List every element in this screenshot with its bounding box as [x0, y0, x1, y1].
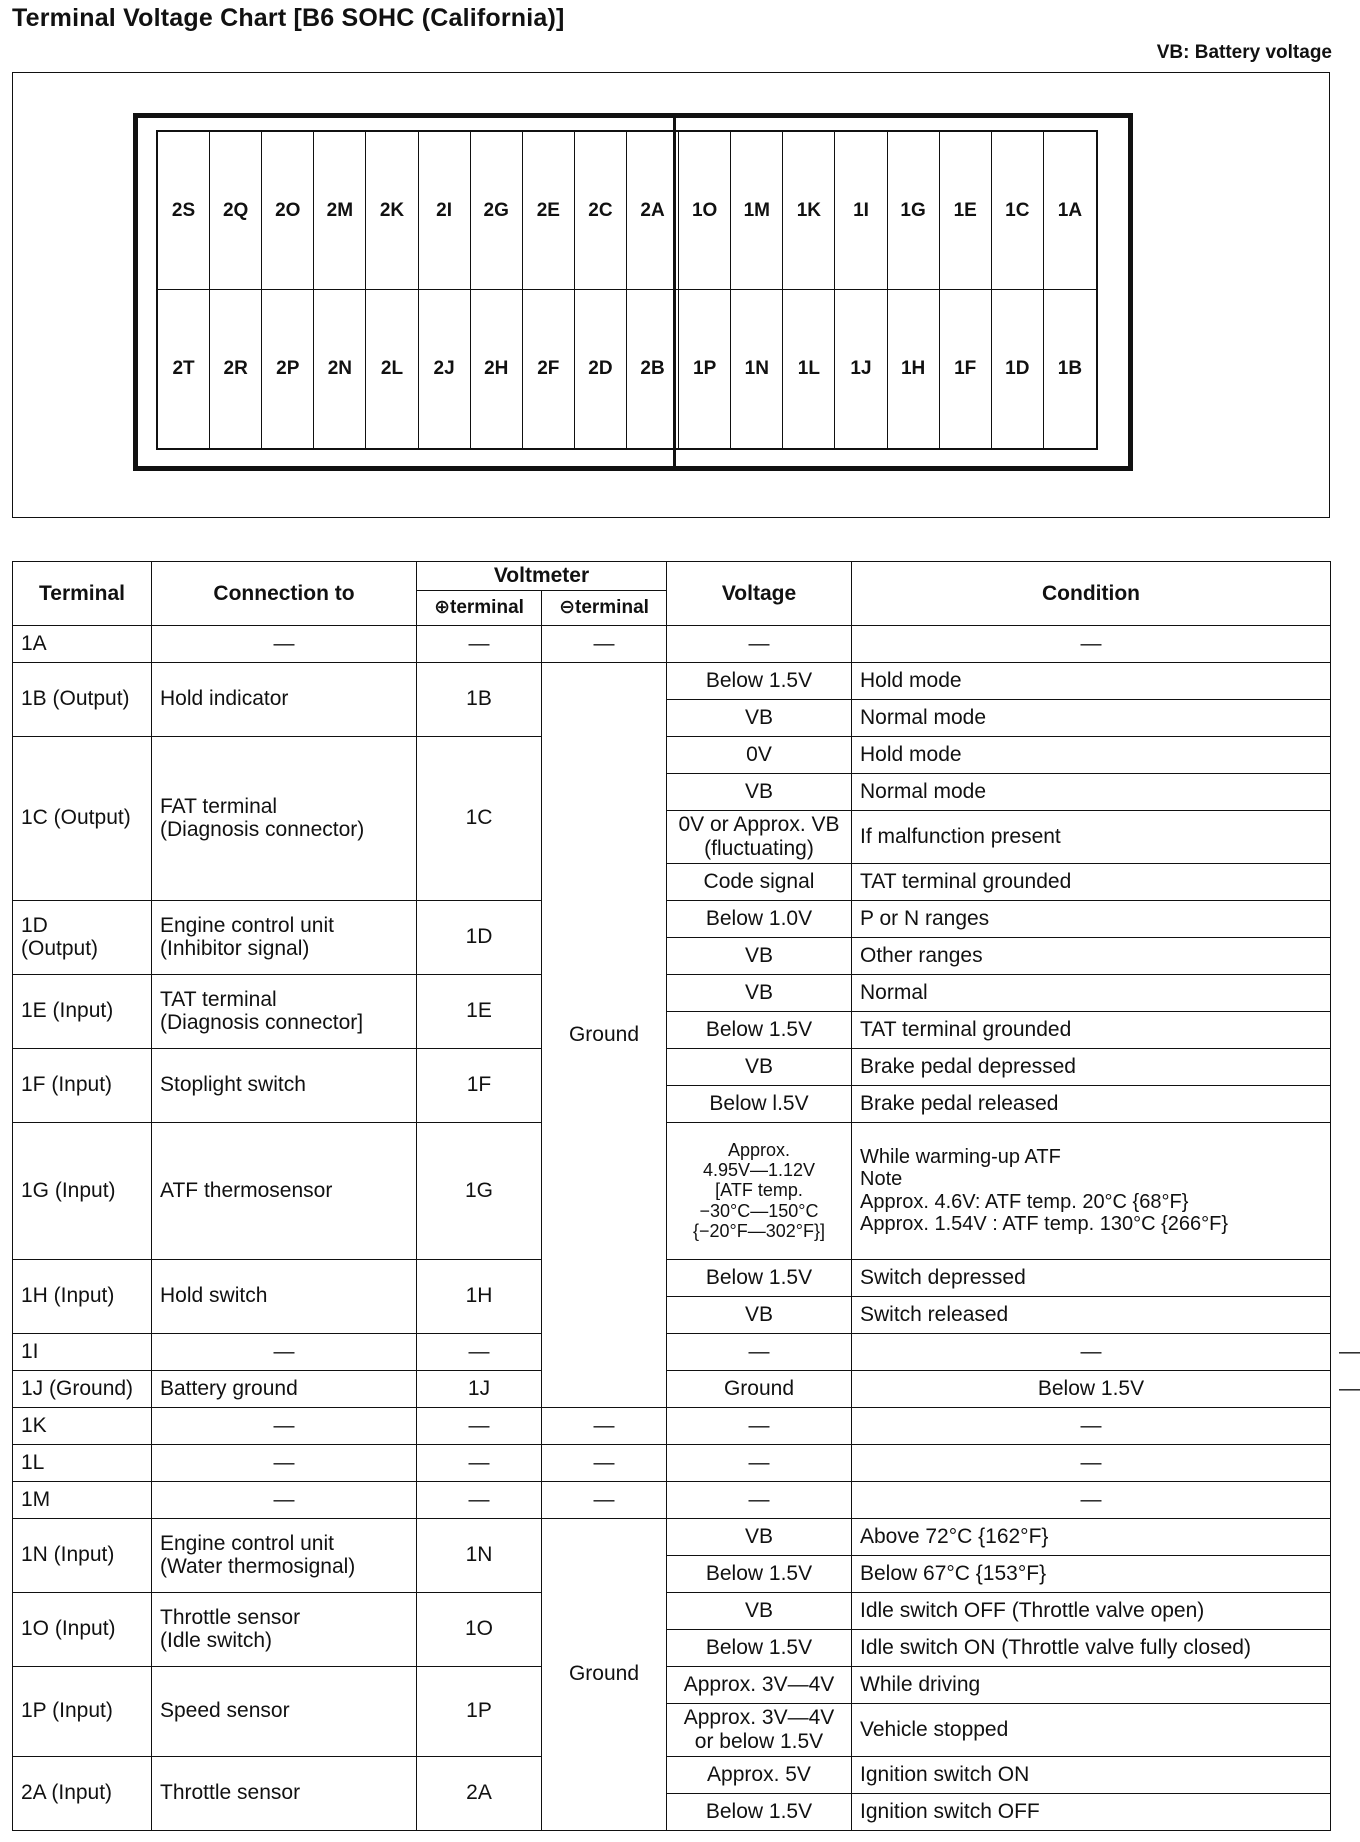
- pos-terminal-cell: 1N: [417, 1518, 542, 1592]
- connector-pin: 2S: [158, 132, 210, 290]
- connection-cell: Battery ground: [152, 1370, 417, 1407]
- connector-pin: 2N: [314, 290, 366, 448]
- connector-pin: 2L: [366, 290, 418, 448]
- connection-cell: Stoplight switch: [152, 1048, 417, 1122]
- terminal-cell: 1E (Input): [13, 974, 152, 1048]
- condition-cell: Other ranges: [852, 937, 1331, 974]
- condition-cell: Switch released: [852, 1296, 1331, 1333]
- neg-terminal-ground-cell: Ground: [542, 662, 667, 1407]
- connector-pin: 2O: [262, 132, 314, 290]
- condition-cell: —: [852, 1444, 1331, 1481]
- connector-pin: 2D: [575, 290, 627, 448]
- terminal-cell: 1M: [13, 1481, 152, 1518]
- connector-pin: 1J: [835, 290, 887, 448]
- connection-cell: —: [152, 1333, 417, 1370]
- connector-pin: 2F: [523, 290, 575, 448]
- condition-cell: Idle switch ON (Throttle valve fully closed): [852, 1629, 1331, 1666]
- neg-terminal-cell: —: [667, 1333, 852, 1370]
- pos-terminal-cell: —: [417, 1481, 542, 1518]
- pos-terminal-cell: —: [417, 1444, 542, 1481]
- pos-terminal-cell: 1H: [417, 1259, 542, 1333]
- table-row: [13, 1518, 1331, 1555]
- connector-pin: 1N: [731, 290, 783, 448]
- voltage-cell: Approx. 4.95V—1.12V [ATF temp. −30°C—150°C {−20°F—302°F}]: [667, 1122, 852, 1259]
- connection-cell: Hold indicator: [152, 662, 417, 736]
- condition-cell: P or N ranges: [852, 900, 1331, 937]
- voltage-cell: VB: [667, 1296, 852, 1333]
- neg-terminal-ground-cell: Ground: [542, 1518, 667, 1830]
- terminal-cell: 1A: [13, 625, 152, 662]
- condition-cell: Ignition switch ON: [852, 1756, 1331, 1793]
- condition-cell: Normal mode: [852, 699, 1331, 736]
- connection-cell: Throttle sensor: [152, 1756, 417, 1830]
- connector-pin: 1G: [888, 132, 940, 290]
- connector-pin: 2E: [523, 132, 575, 290]
- pos-terminal-cell: 1C: [417, 736, 542, 900]
- voltage-cell: Approx. 5V: [667, 1756, 852, 1793]
- table-row: [13, 1444, 1331, 1481]
- connector-pin: 2H: [471, 290, 523, 448]
- terminal-cell: 1F (Input): [13, 1048, 152, 1122]
- voltage-cell: Code signal: [667, 863, 852, 900]
- table-row: [13, 900, 1331, 937]
- neg-terminal-cell: —: [542, 1407, 667, 1444]
- condition-cell: Brake pedal depressed: [852, 1048, 1331, 1085]
- pos-terminal-cell: —: [417, 625, 542, 662]
- voltage-cell: Below 1.5V: [667, 662, 852, 699]
- header-connection: Connection to: [152, 562, 417, 626]
- connector-pin: 2P: [262, 290, 314, 448]
- table-row: [13, 974, 1331, 1011]
- voltage-cell: 0V or Approx. VB (fluctuating): [667, 810, 852, 863]
- battery-voltage-legend: VB: Battery voltage: [1156, 42, 1332, 63]
- connector-pin: 1D: [992, 290, 1044, 448]
- condition-cell: —: [852, 1481, 1331, 1518]
- voltage-cell: VB: [667, 974, 852, 1011]
- connection-cell: TAT terminal (Diagnosis connector]: [152, 974, 417, 1048]
- condition-cell: Vehicle stopped: [852, 1703, 1331, 1756]
- condition-cell: Above 72°C {162°F}: [852, 1518, 1331, 1555]
- connection-cell: Throttle sensor (Idle switch): [152, 1592, 417, 1666]
- connection-cell: Hold switch: [152, 1259, 417, 1333]
- connector-pin: 1I: [835, 132, 887, 290]
- connector-pin: 2Q: [210, 132, 262, 290]
- condition-cell: Normal mode: [852, 773, 1331, 810]
- condition-cell: Ignition switch OFF: [852, 1793, 1331, 1830]
- voltage-cell: VB: [667, 773, 852, 810]
- pos-terminal-cell: 1B: [417, 662, 542, 736]
- header-voltmeter: Voltmeter: [417, 562, 667, 591]
- terminal-cell: 1N (Input): [13, 1518, 152, 1592]
- connection-cell: ATF thermosensor: [152, 1122, 417, 1259]
- connector-pin: 2G: [471, 132, 523, 290]
- connector-diagram: [12, 72, 1330, 518]
- connector-pin: 2B: [627, 290, 679, 448]
- connector-pin: 2C: [575, 132, 627, 290]
- condition-cell: TAT terminal grounded: [852, 1011, 1331, 1048]
- connector-pin: 1F: [940, 290, 992, 448]
- connection-cell: Engine control unit (Water thermosignal): [152, 1518, 417, 1592]
- connector-pin: 1O: [679, 132, 731, 290]
- table-row: [13, 1048, 1331, 1085]
- pos-terminal-cell: —: [417, 1333, 542, 1370]
- connector-pin: 1E: [940, 132, 992, 290]
- voltage-cell: Below 1.5V: [667, 1793, 852, 1830]
- terminal-cell: 1L: [13, 1444, 152, 1481]
- voltage-cell: VB: [667, 1592, 852, 1629]
- terminal-voltage-table: [12, 561, 1360, 1831]
- table-row: [13, 1122, 1331, 1259]
- connector-pin: 2T: [158, 290, 210, 448]
- connection-cell: —: [152, 1407, 417, 1444]
- table-row: [13, 625, 1331, 662]
- terminal-cell: 1P (Input): [13, 1666, 152, 1756]
- table-row: [13, 1592, 1331, 1629]
- connection-cell: —: [152, 625, 417, 662]
- terminal-cell: 1J (Ground): [13, 1370, 152, 1407]
- pos-terminal-cell: 1E: [417, 974, 542, 1048]
- table-row: [13, 736, 1331, 773]
- voltage-cell: Approx. 3V—4V: [667, 1666, 852, 1703]
- header-voltage: Voltage: [667, 562, 852, 626]
- voltage-cell: Below 1.5V: [667, 1259, 852, 1296]
- connector-pin: 2A: [627, 132, 679, 290]
- connector-pin: 2I: [419, 132, 471, 290]
- table-row: 1J (Ground) Battery ground 1J Ground Below 1.5V —: [13, 1370, 1331, 1407]
- voltage-cell: 0V: [667, 736, 852, 773]
- header-condition: Condition: [852, 562, 1331, 626]
- connector-housing: [133, 113, 1133, 471]
- voltage-cell: Below 1.5V: [667, 1555, 852, 1592]
- condition-cell: While warming-up ATF Note Approx. 4.6V: ATF temp. 20°C {68°F} Approx. 1.54V : ATF temp. 130°C {266°F}: [852, 1122, 1331, 1259]
- terminal-cell: 1H (Input): [13, 1259, 152, 1333]
- table-row: [13, 1666, 1331, 1703]
- connector-pin: 2M: [314, 132, 366, 290]
- condition-cell: Hold mode: [852, 662, 1331, 699]
- connector-pin: 1L: [783, 290, 835, 448]
- connection-cell: —: [152, 1444, 417, 1481]
- voltage-cell: Below l.5V: [667, 1085, 852, 1122]
- neg-terminal-cell: Ground: [667, 1370, 852, 1407]
- connector-pin: 1C: [992, 132, 1044, 290]
- pos-terminal-cell: —: [417, 1407, 542, 1444]
- pos-terminal-cell: 1G: [417, 1122, 542, 1259]
- voltage-cell: Approx. 3V—4V or below 1.5V: [667, 1703, 852, 1756]
- table-row: [13, 662, 1331, 699]
- connector-pin: 1A: [1044, 132, 1096, 290]
- page-title: Terminal Voltage Chart [B6 SOHC (California)]: [12, 4, 565, 32]
- terminal-cell: 1B (Output): [13, 662, 152, 736]
- voltage-cell: Below 1.0V: [667, 900, 852, 937]
- voltage-cell: —: [852, 1333, 1331, 1370]
- condition-cell: Brake pedal released: [852, 1085, 1331, 1122]
- terminal-cell: 1C (Output): [13, 736, 152, 900]
- table-row: [13, 1407, 1331, 1444]
- condition-cell: Below 67°C {153°F}: [852, 1555, 1331, 1592]
- terminal-cell: 2A (Input): [13, 1756, 152, 1830]
- header-positive-terminal: ⊕terminal: [417, 590, 542, 625]
- voltage-cell: Below 1.5V: [852, 1370, 1331, 1407]
- condition-cell: —: [852, 1407, 1331, 1444]
- voltage-cell: Below 1.5V: [667, 1011, 852, 1048]
- terminal-cell: 1D (Output): [13, 900, 152, 974]
- terminal-cell: 1K: [13, 1407, 152, 1444]
- connection-cell: FAT terminal (Diagnosis connector): [152, 736, 417, 900]
- table-row: [13, 1756, 1331, 1793]
- header-terminal: Terminal: [13, 562, 152, 626]
- voltage-cell: —: [667, 1407, 852, 1444]
- condition-cell: —: [852, 625, 1331, 662]
- terminal-cell: 1I: [13, 1333, 152, 1370]
- pos-terminal-cell: 1O: [417, 1592, 542, 1666]
- connector-pin: 1H: [888, 290, 940, 448]
- table-row: 1I — — — — —: [13, 1333, 1331, 1370]
- table-row: [13, 1259, 1331, 1296]
- neg-terminal-cell: —: [542, 1481, 667, 1518]
- neg-terminal-cell: —: [542, 1444, 667, 1481]
- pos-terminal-cell: 1P: [417, 1666, 542, 1756]
- connector-pin: 1K: [783, 132, 835, 290]
- condition-cell: Normal: [852, 974, 1331, 1011]
- pos-terminal-cell: 1J: [417, 1370, 542, 1407]
- pos-terminal-cell: 1F: [417, 1048, 542, 1122]
- voltage-cell: Below 1.5V: [667, 1629, 852, 1666]
- connector-pin: 1M: [731, 132, 783, 290]
- voltage-cell: —: [667, 625, 852, 662]
- connector-pin: 1B: [1057, 358, 1083, 379]
- terminal-cell: 1O (Input): [13, 1592, 152, 1666]
- connector-pin-grid: [156, 130, 1098, 450]
- voltage-cell: —: [667, 1444, 852, 1481]
- neg-terminal-cell: —: [542, 625, 667, 662]
- voltage-cell: VB: [667, 937, 852, 974]
- condition-cell: Hold mode: [852, 736, 1331, 773]
- connection-cell: Speed sensor: [152, 1666, 417, 1756]
- voltage-cell: —: [667, 1481, 852, 1518]
- pos-terminal-cell: 2A: [417, 1756, 542, 1830]
- condition-cell: TAT terminal grounded: [852, 863, 1331, 900]
- table-row: [13, 1481, 1331, 1518]
- terminal-cell: 1G (Input): [13, 1122, 152, 1259]
- pos-terminal-cell: 1D: [417, 900, 542, 974]
- voltage-cell: VB: [667, 1518, 852, 1555]
- condition-cell: While driving: [852, 1666, 1331, 1703]
- connection-cell: —: [152, 1481, 417, 1518]
- condition-cell: Idle switch OFF (Throttle valve open): [852, 1592, 1331, 1629]
- voltage-cell: VB: [667, 699, 852, 736]
- connection-cell: Engine control unit (Inhibitor signal): [152, 900, 417, 974]
- connector-pin: 2K: [366, 132, 418, 290]
- connector-pin: 2J: [419, 290, 471, 448]
- condition-cell: Switch depressed: [852, 1259, 1331, 1296]
- condition-cell: If malfunction present: [852, 810, 1331, 863]
- connector-pin: 2R: [210, 290, 262, 448]
- connector-pin: 1P: [679, 290, 731, 448]
- header-negative-terminal: ⊖terminal: [542, 590, 667, 625]
- voltage-cell: VB: [667, 1048, 852, 1085]
